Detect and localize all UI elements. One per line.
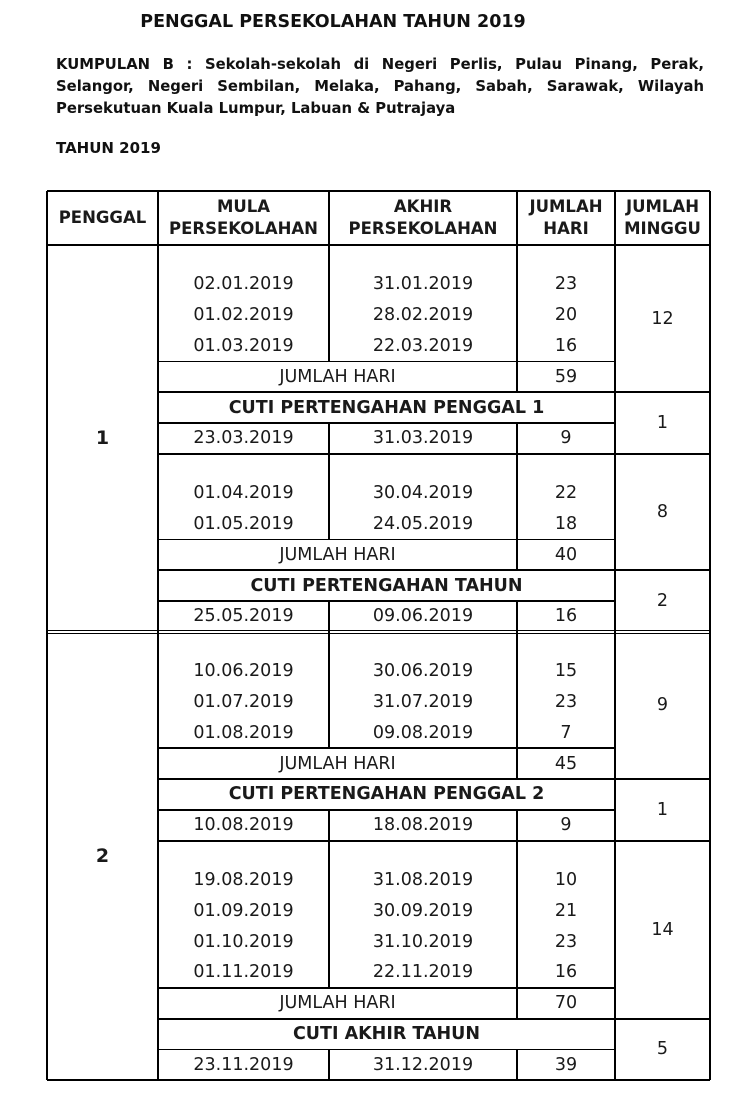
column-rule [328,632,330,748]
column-rule [328,454,330,540]
start-date: 19.08.2019 [193,869,294,890]
day-count: 22 [554,483,578,504]
day-count: 7 [560,722,572,743]
day-count: 10 [554,869,578,890]
block-separator [158,840,710,842]
total-row-rule [158,361,615,363]
column-rule [328,601,330,632]
year-label: TAHUN 2019 [56,139,161,157]
column-rule [328,841,330,988]
table-right-border [709,191,712,1080]
start-date: 01.11.2019 [193,962,294,983]
total-days-value: 40 [554,544,578,565]
break-end-date: 18.08.2019 [372,815,474,836]
end-date: 31.01.2019 [372,274,474,295]
total-row-rule [158,747,615,749]
total-row-rule [158,987,615,989]
start-date: 01.02.2019 [193,305,294,326]
total-days-label: JUMLAH HARI [279,544,396,565]
break-title: CUTI PERTENGAHAN TAHUN [250,575,523,596]
start-date: 01.07.2019 [193,691,294,712]
column-rule [516,632,518,779]
end-date: 30.09.2019 [372,900,474,921]
start-date: 01.05.2019 [193,513,294,534]
header-bottom-border [47,244,710,247]
column-rule [516,423,518,454]
weeks-count: 1 [656,412,669,433]
break-title: CUTI AKHIR TAHUN [292,1023,481,1044]
end-date: 09.08.2019 [372,722,474,743]
day-count: 16 [554,962,578,983]
block-separator [158,391,710,393]
day-count: 20 [554,305,578,326]
end-date: 22.11.2019 [372,962,474,983]
header-penggal: PENGGAL [58,208,147,227]
block-separator [158,569,710,571]
day-count: 23 [554,931,578,952]
day-count: 16 [554,335,578,356]
day-count: 21 [554,900,578,921]
start-date: 01.04.2019 [193,483,294,504]
break-end-date: 31.03.2019 [372,428,474,449]
table-bottom-border [47,1079,710,1082]
header-akhir-persekolahan: AKHIR PERSEKOLAHAN [348,197,498,238]
header-column-rule [328,191,330,245]
start-date: 02.01.2019 [193,274,294,295]
weeks-count: 12 [651,308,674,329]
end-date: 31.10.2019 [372,931,474,952]
total-row-rule [158,539,615,541]
break-title: CUTI PERTENGAHAN PENGGAL 2 [228,784,545,805]
header-column-rule [516,191,518,245]
header-mula-persekolahan: MULA PERSEKOLAHAN [169,197,318,238]
end-date: 22.03.2019 [372,335,474,356]
end-date: 24.05.2019 [372,513,474,534]
day-count: 18 [554,513,578,534]
header-column-rule [157,191,159,245]
break-day-count: 9 [560,428,572,449]
break-title: CUTI PERTENGAHAN PENGGAL 1 [228,397,545,418]
header-jumlah-hari: JUMLAH HARI [529,197,603,238]
column-rule [328,810,330,841]
column-rule [516,454,518,570]
start-date: 01.03.2019 [193,335,294,356]
day-count: 23 [554,274,578,295]
break-row-rule [158,600,615,602]
total-days-label: JUMLAH HARI [279,753,396,774]
end-date: 30.04.2019 [372,483,474,504]
end-date: 30.06.2019 [372,661,474,682]
penggal-number: 1 [95,427,110,450]
break-end-date: 31.12.2019 [372,1054,474,1075]
weeks-column-rule [614,191,616,1080]
day-count: 15 [554,661,578,682]
column-rule [516,245,518,392]
break-start-date: 25.05.2019 [193,606,294,627]
column-rule [516,1049,518,1080]
weeks-count: 14 [651,919,674,940]
start-date: 01.10.2019 [193,931,294,952]
end-date: 28.02.2019 [372,305,474,326]
break-day-count: 39 [554,1054,578,1075]
total-days-value: 59 [554,366,578,387]
weeks-count: 1 [656,799,669,820]
block-separator [158,778,710,780]
break-row-rule [158,422,615,424]
break-start-date: 23.03.2019 [193,428,294,449]
column-rule [516,841,518,1019]
weeks-count: 9 [656,695,669,716]
day-count: 23 [554,691,578,712]
block-separator [158,453,710,455]
column-rule [328,423,330,454]
total-days-label: JUMLAH HARI [279,993,396,1014]
weeks-count: 2 [656,590,669,611]
table-top-border [47,190,710,193]
term-separator [47,633,710,635]
weeks-count: 8 [656,501,669,522]
table-left-border [46,191,49,1080]
break-row-rule [158,1049,615,1051]
break-day-count: 16 [554,606,578,627]
column-rule [516,601,518,632]
end-date: 31.07.2019 [372,691,474,712]
penggal-column-rule [157,191,159,1080]
column-rule [516,810,518,841]
block-separator [158,1018,710,1020]
end-date: 31.08.2019 [372,869,474,890]
total-days-label: JUMLAH HARI [279,366,396,387]
break-start-date: 23.11.2019 [193,1054,294,1075]
start-date: 10.06.2019 [193,661,294,682]
break-day-count: 9 [560,815,572,836]
break-end-date: 09.06.2019 [372,606,474,627]
penggal-number: 2 [95,844,110,867]
break-row-rule [158,809,615,811]
column-rule [328,1049,330,1080]
document-title: PENGGAL PERSEKOLAHAN TAHUN 2019 [140,12,526,32]
weeks-count: 5 [656,1039,669,1060]
total-days-value: 45 [554,753,578,774]
group-description: KUMPULAN B : Sekolah-sekolah di Negeri Perlis, Pulau Pinang, Perak, Selangor, Negeri Sembilan, Melaka, Pahang, Sabah, Sarawak, Wilayah Persekutuan Kuala Lumpur, Labuan & Putrajaya [56,56,704,117]
start-date: 01.09.2019 [193,900,294,921]
start-date: 01.08.2019 [193,722,294,743]
break-start-date: 10.08.2019 [193,815,294,836]
term-separator [47,630,710,632]
header-column-rule [614,191,616,245]
header-jumlah-minggu: JUMLAH MINGGU [624,197,701,238]
total-days-value: 70 [554,993,578,1014]
column-rule [328,245,330,361]
